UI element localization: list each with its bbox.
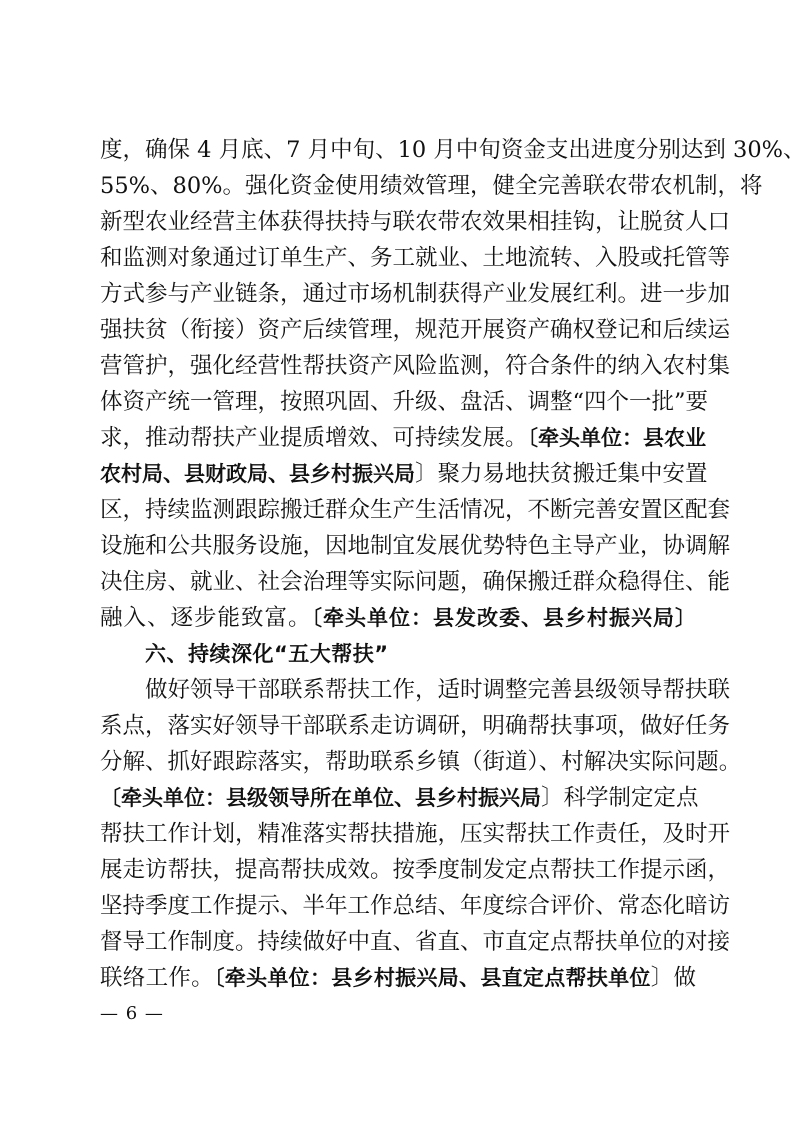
body-line: 和监测对象通过订单生产、务工就业、土地流转、入股或托管等 xyxy=(100,245,731,271)
body-text: 融入、逐步能致富。 xyxy=(100,605,312,631)
body-line xyxy=(100,960,696,996)
body-line xyxy=(100,780,699,816)
body-line: 体资产统一管理，按照巩固、升级、盘活、调整“四个一批”要 xyxy=(100,389,709,415)
body-line: 决住房、就业、社会治理等实际问题，确保搬迁群众稳得住、能 xyxy=(100,569,731,595)
body-line: 督导工作制度。持续做好中直、省直、市直定点帮扶单位的对接 xyxy=(100,929,731,955)
body-line: 做好领导干部联系帮扶工作，适时调整完善县级领导帮扶联 xyxy=(145,677,731,703)
body-line: 区，持续监测跟踪搬迁群众生产生活情况，不断完善安置区配套 xyxy=(100,497,731,523)
lead-unit-note: 〔牵头单位：县发改委、县乡村振兴局〕 xyxy=(311,606,696,630)
body-line: 设施和公共服务设施，因地制宜发展优势特色主导产业，协调解 xyxy=(100,533,731,559)
body-line: 分解、抓好跟踪落实，帮助联系乡镇（街道）、村解决实际问题。 xyxy=(100,749,742,775)
lead-unit-note: 农村局、县财政局、县乡村振兴局 xyxy=(100,462,415,486)
body-line: 55%、80%。强化资金使用绩效管理，健全完善联农带农机制，将 xyxy=(100,173,763,199)
page-number: — 6 — xyxy=(100,1003,164,1024)
body-line: 强扶贫（衔接）资产后续管理，规范开展资产确权登记和后续运 xyxy=(100,317,731,343)
body-line: 营管护，强化经营性帮扶资产风险监测，符合条件的纳入农村集 xyxy=(100,353,731,379)
body-text: 〕聚力易地扶贫搬迁集中安置 xyxy=(415,461,708,487)
body-text: 联络工作。 xyxy=(100,965,214,991)
body-line xyxy=(100,456,708,492)
body-text: 〕科学制定定点 xyxy=(541,785,699,811)
body-line: 度，确保 4 月底、7 月中旬、10 月中旬资金支出进度分别达到 30%、 xyxy=(100,137,806,163)
lead-unit-note: 〔牵头单位：县农业 xyxy=(527,426,707,450)
lead-unit-note: 〔牵头单位：县乡村振兴局、县直定点帮扶单位 xyxy=(213,966,651,990)
body-line xyxy=(100,600,696,636)
body-line: 新型农业经营主体获得扶持与联农带农效果相挂钩，让脱贫人口 xyxy=(100,209,731,235)
body-line: 系点，落实好领导干部联系走访调研，明确帮扶事项，做好任务 xyxy=(100,713,731,739)
body-text: 求，推动帮扶产业提质增效、可持续发展。 xyxy=(100,425,528,451)
body-line: 坚持季度工作提示、半年工作总结、年度综合评价、常态化暗访 xyxy=(100,893,731,919)
section-heading: 六、持续深化“五大帮扶” xyxy=(145,642,389,666)
body-line xyxy=(100,420,707,456)
body-line: 方式参与产业链条，通过市场机制获得产业发展红利。进一步加 xyxy=(100,281,731,307)
body-text: 〕做 xyxy=(650,965,696,991)
body-line: 帮扶工作计划，精准落实帮扶措施，压实帮扶工作责任，及时开 xyxy=(100,821,731,847)
lead-unit-note: 〔牵头单位：县级领导所在单位、县乡村振兴局 xyxy=(100,786,541,810)
body-line: 展走访帮扶，提高帮扶成效。按季度制发定点帮扶工作提示函， xyxy=(100,857,731,883)
